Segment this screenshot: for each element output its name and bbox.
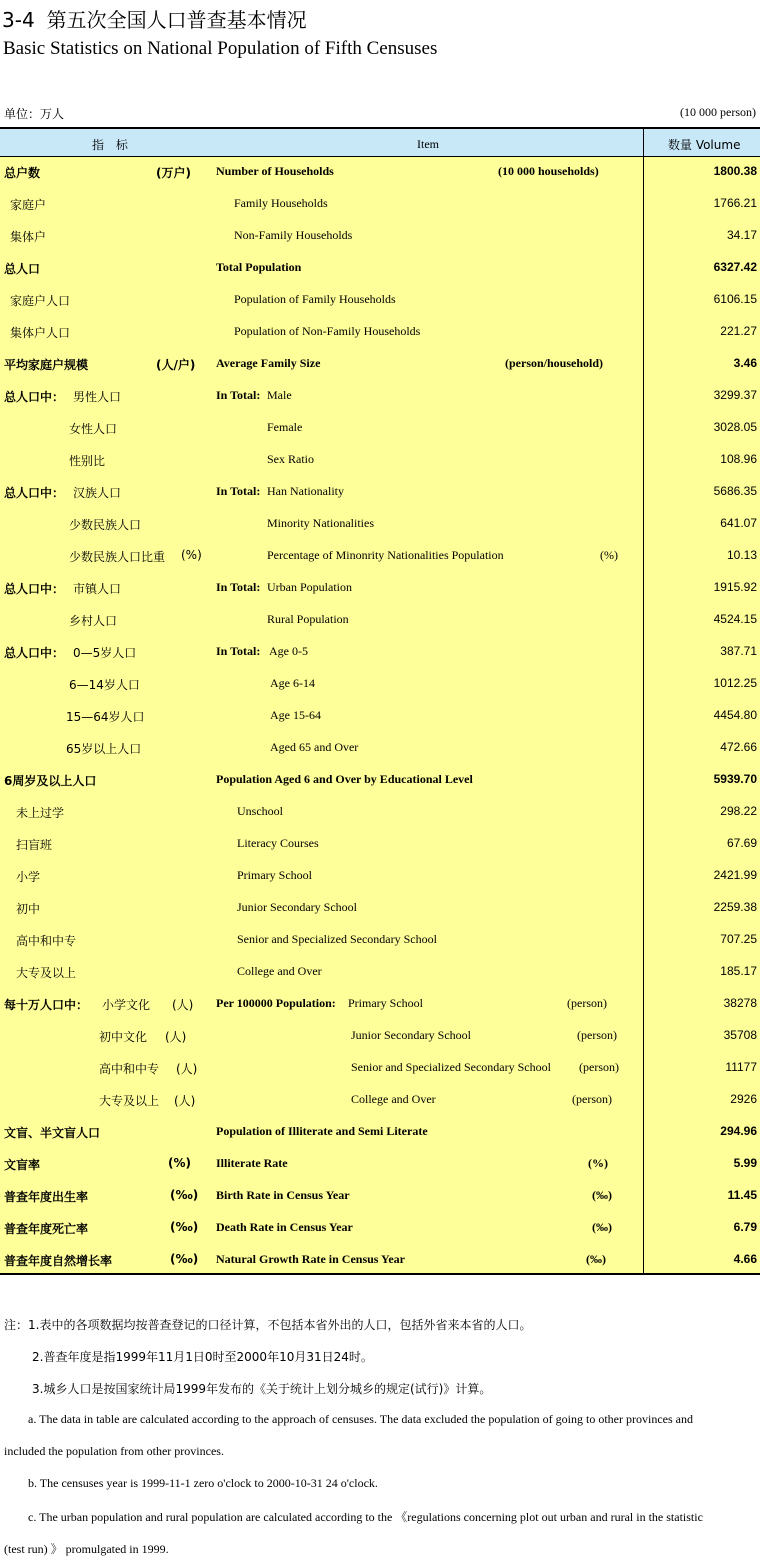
row-unit-cn: (‰) [170, 1252, 199, 1266]
row-unit-cn: (%) [181, 548, 202, 562]
table-row [0, 1084, 760, 1116]
row-label-en: Senior and Specialized Secondary School [237, 932, 437, 946]
row-value: 11177 [725, 1060, 757, 1074]
row-label-en: Female [267, 420, 303, 434]
table-row [0, 316, 760, 348]
row-value: 472.66 [720, 740, 757, 754]
row-label-cn: 65岁以上人口 [66, 742, 142, 756]
row-value: 2926 [730, 1092, 757, 1106]
row-label-en: Literacy Courses [237, 836, 319, 850]
header-volume: 数量 Volume [668, 138, 741, 152]
table-row [0, 732, 760, 764]
row-label-cn: 集体户人口 [10, 326, 71, 340]
row-label-en: Natural Growth Rate in Census Year [216, 1252, 405, 1266]
row-label-en: Junior Secondary School [237, 900, 357, 914]
row-value: 387.71 [720, 644, 757, 658]
row-value: 4524.15 [713, 612, 757, 626]
row-label-cn: 初中文化 [99, 1030, 148, 1044]
row-value: 5.99 [733, 1156, 757, 1170]
row-label-cn: 女性人口 [69, 422, 118, 436]
row-value: 4.66 [733, 1252, 757, 1266]
table-row [0, 252, 760, 284]
row-label-en: Non-Family Households [234, 228, 353, 242]
table-row [0, 1148, 760, 1180]
page-title-cn [2, 4, 319, 33]
table-header [0, 129, 760, 157]
row-label-en: College and Over [351, 1092, 436, 1106]
table-row [0, 604, 760, 636]
row-value: 5939.70 [713, 772, 757, 786]
row-value: 4454.80 [713, 708, 757, 722]
table-row [0, 476, 760, 508]
row-value: 221.27 [720, 324, 757, 338]
row-label-cn: 小学 [16, 870, 41, 884]
row-unit-cn: (%) [168, 1156, 191, 1170]
row-label-cn: 未上过学 [16, 806, 65, 820]
row-unit-en: (person/household) [505, 356, 604, 370]
table-row [0, 156, 760, 188]
row-label-en: Population Aged 6 and Over by Educational Level [216, 772, 473, 786]
table-row [0, 444, 760, 476]
row-value: 6106.15 [713, 292, 757, 306]
row-unit-cn: (人) [174, 1094, 196, 1108]
row-label-en: Age 15-64 [270, 708, 321, 722]
table-row [0, 1020, 760, 1052]
table-row [0, 924, 760, 956]
row-label-en: Unschool [237, 804, 283, 818]
row-label-en: Rural Population [267, 612, 349, 626]
row-label-cn: 6周岁及以上人口 [4, 774, 97, 788]
row-unit-cn: (万户) [156, 166, 191, 180]
row-value: 3028.05 [713, 420, 757, 434]
row-unit-cn: (‰) [170, 1188, 199, 1202]
row-label-cn: 男性人口 [73, 390, 122, 404]
row-unit-en: (person) [577, 1028, 617, 1042]
row-label-en: Population of Family Households [234, 292, 396, 306]
row-label-en: Male [267, 388, 292, 402]
row-value: 707.25 [720, 932, 757, 946]
row-label-en: Average Family Size [216, 356, 321, 370]
table-row [0, 508, 760, 540]
row-unit-en: (person) [567, 996, 607, 1010]
row-prefix-en: In Total: [216, 484, 261, 498]
row-label-cn: 普查年度死亡率 [4, 1222, 89, 1236]
row-label-cn: 乡村人口 [69, 614, 118, 628]
note-1: 注：1.表中的各项数据均按普查登记的口径计算，不包括本省外出的人口，包括外省来本省的人口。 [4, 1318, 532, 1332]
row-label-cn: 性别比 [69, 454, 106, 468]
row-unit-en: (%) [600, 548, 618, 562]
unit-label-cn: 单位：万人 [4, 107, 65, 121]
note-2: 2.普查年度是指1999年11月1日0时至2000年10月31日24时。 [32, 1350, 373, 1364]
row-value: 641.07 [720, 516, 757, 530]
row-value: 35708 [723, 1028, 757, 1042]
row-value: 108.96 [720, 452, 757, 466]
table-row [0, 188, 760, 220]
table-row [0, 540, 760, 572]
row-label-en: Age 0-5 [269, 644, 308, 658]
row-label-en: Aged 65 and Over [270, 740, 359, 754]
table-row [0, 796, 760, 828]
row-value: 185.17 [720, 964, 757, 978]
row-label-en: Birth Rate in Census Year [216, 1188, 350, 1202]
row-label-en: Han Nationality [267, 484, 344, 498]
row-value: 11.45 [727, 1188, 757, 1202]
row-label-cn: 初中 [16, 902, 41, 916]
row-label-cn: 市镇人口 [73, 582, 122, 596]
row-label-cn: 高中和中专 [16, 934, 77, 948]
table-row [0, 860, 760, 892]
table-row [0, 956, 760, 988]
table-number: 3-4 [2, 8, 35, 32]
row-label-cn: 15—64岁人口 [66, 710, 145, 724]
note-c-line2: (test run) 》 promulgated in 1999. [4, 1542, 169, 1556]
table-row [0, 1244, 760, 1276]
row-value: 2421.99 [713, 868, 757, 882]
table-bottom-rule [0, 1273, 760, 1275]
row-label-en: Death Rate in Census Year [216, 1220, 353, 1234]
table-row [0, 1116, 760, 1148]
row-label-cn: 大专及以上 [99, 1094, 160, 1108]
row-unit-en: (%) [588, 1156, 608, 1170]
row-label-cn: 家庭户 [10, 198, 47, 212]
table-row [0, 636, 760, 668]
row-label-cn: 汉族人口 [73, 486, 122, 500]
row-unit-en: (‰) [592, 1188, 612, 1202]
row-label-en: Population of Illiterate and Semi Literate [216, 1124, 428, 1138]
row-value: 6.79 [733, 1220, 757, 1234]
table-row [0, 1212, 760, 1244]
statistics-table [0, 127, 760, 1275]
row-prefix-en: In Total: [216, 644, 261, 658]
row-label-cn: 家庭户人口 [10, 294, 71, 308]
row-label-en: Junior Secondary School [351, 1028, 471, 1042]
note-c-line1: c. The urban population and rural population are calculated according to the 《regulations concerning plot out urban and rural in the statistic [28, 1510, 703, 1524]
row-label-cn: 普查年度出生率 [4, 1190, 89, 1204]
header-item: Item [417, 137, 439, 151]
row-unit-cn: (人) [165, 1030, 187, 1044]
row-prefix-cn: 总人口中： [4, 390, 65, 404]
table-row [0, 988, 760, 1020]
row-prefix-cn: 总人口中： [4, 646, 65, 660]
row-unit-cn: (人) [176, 1062, 198, 1076]
row-value: 2259.38 [713, 900, 757, 914]
note-a-line1: a. The data in table are calculated according to the approach of censuses. The data excluded the population of going to other provinces and [28, 1412, 693, 1426]
note-a-line2: included the population from other provinces. [4, 1444, 224, 1458]
row-prefix-cn: 总人口中： [4, 582, 65, 596]
row-label-en: Primary School [237, 868, 312, 882]
row-value: 298.22 [720, 804, 757, 818]
table-row [0, 572, 760, 604]
row-prefix-en: In Total: [216, 388, 261, 402]
row-unit-cn: (人) [172, 998, 194, 1012]
table-row [0, 284, 760, 316]
row-label-en: Family Households [234, 196, 328, 210]
row-label-cn: 小学文化 [102, 998, 151, 1012]
row-label-cn: 文盲、半文盲人口 [4, 1126, 101, 1140]
row-label-en: Urban Population [267, 580, 352, 594]
unit-label-en: (10 000 person) [680, 105, 756, 119]
row-prefix-en: Per 100000 Population: [216, 996, 336, 1010]
row-unit-en: (‰) [592, 1220, 612, 1234]
row-label-cn: 文盲率 [4, 1158, 41, 1172]
row-label-en: Primary School [348, 996, 423, 1010]
row-unit-en: (10 000 households) [498, 164, 599, 178]
row-value: 1766.21 [713, 196, 757, 210]
row-value: 6327.42 [713, 260, 757, 274]
row-label-en: Percentage of Minonrity Nationalities Population [267, 548, 504, 562]
row-label-cn: 大专及以上 [16, 966, 77, 980]
table-row [0, 892, 760, 924]
row-value: 67.69 [726, 836, 757, 850]
row-value: 34.17 [726, 228, 757, 242]
row-value: 3299.37 [713, 388, 757, 402]
table-row [0, 348, 760, 380]
row-label-en: Minority Nationalities [267, 516, 374, 530]
row-label-en: Sex Ratio [267, 452, 314, 466]
table-row [0, 220, 760, 252]
row-label-en: Population of Non-Family Households [234, 324, 421, 338]
row-value: 1800.38 [713, 164, 757, 178]
row-unit-en: (person) [579, 1060, 619, 1074]
row-label-en: College and Over [237, 964, 322, 978]
table-row [0, 764, 760, 796]
row-value: 1915.92 [713, 580, 757, 594]
row-label-cn: 高中和中专 [99, 1062, 160, 1076]
row-prefix-cn: 每十万人口中： [4, 998, 89, 1012]
row-prefix-cn: 总人口中： [4, 486, 65, 500]
row-value: 5686.35 [713, 484, 757, 498]
row-label-cn: 总人口 [4, 262, 41, 276]
table-row [0, 668, 760, 700]
title-cn-text: 第五次全国人口普查基本情况 [46, 8, 307, 32]
row-label-cn: 0—5岁人口 [73, 646, 137, 660]
note-b: b. The censuses year is 1999-11-1 zero o'clock to 2000-10-31 24 o'clock. [28, 1476, 378, 1490]
note-3: 3.城乡人口是按国家统计局1999年发布的《关于统计上划分城乡的规定(试行)》计算。 [32, 1382, 492, 1396]
table-row [0, 1052, 760, 1084]
row-unit-cn: (人/户) [156, 358, 196, 372]
row-label-en: Age 6-14 [270, 676, 315, 690]
page-title-en: Basic Statistics on National Population of Fifth Censuses [3, 38, 438, 59]
row-label-cn: 集体户 [10, 230, 47, 244]
row-label-en: Illiterate Rate [216, 1156, 288, 1170]
table-row [0, 380, 760, 412]
row-label-en: Total Population [216, 260, 302, 274]
row-value: 294.96 [720, 1124, 757, 1138]
table-row [0, 700, 760, 732]
row-label-en: Senior and Specialized Secondary School [351, 1060, 551, 1074]
row-unit-en: (‰) [586, 1252, 606, 1266]
row-prefix-en: In Total: [216, 580, 261, 594]
row-label-en: Number of Households [216, 164, 334, 178]
row-label-cn: 平均家庭户规模 [4, 358, 89, 372]
row-unit-cn: (‰) [170, 1220, 199, 1234]
row-label-cn: 总户数 [4, 166, 41, 180]
row-value: 3.46 [733, 356, 757, 370]
row-label-cn: 扫盲班 [16, 838, 53, 852]
row-unit-en: (person) [572, 1092, 612, 1106]
row-label-cn: 少数民族人口 [69, 518, 142, 532]
row-value: 10.13 [726, 548, 757, 562]
row-value: 1012.25 [713, 676, 757, 690]
row-label-cn: 少数民族人口比重 [69, 550, 166, 564]
header-indicator: 指 标 [92, 138, 132, 152]
row-label-cn: 6—14岁人口 [69, 678, 140, 692]
table-row [0, 828, 760, 860]
table-row [0, 1180, 760, 1212]
table-row [0, 412, 760, 444]
row-label-cn: 普查年度自然增长率 [4, 1254, 113, 1268]
row-value: 38278 [723, 996, 757, 1010]
